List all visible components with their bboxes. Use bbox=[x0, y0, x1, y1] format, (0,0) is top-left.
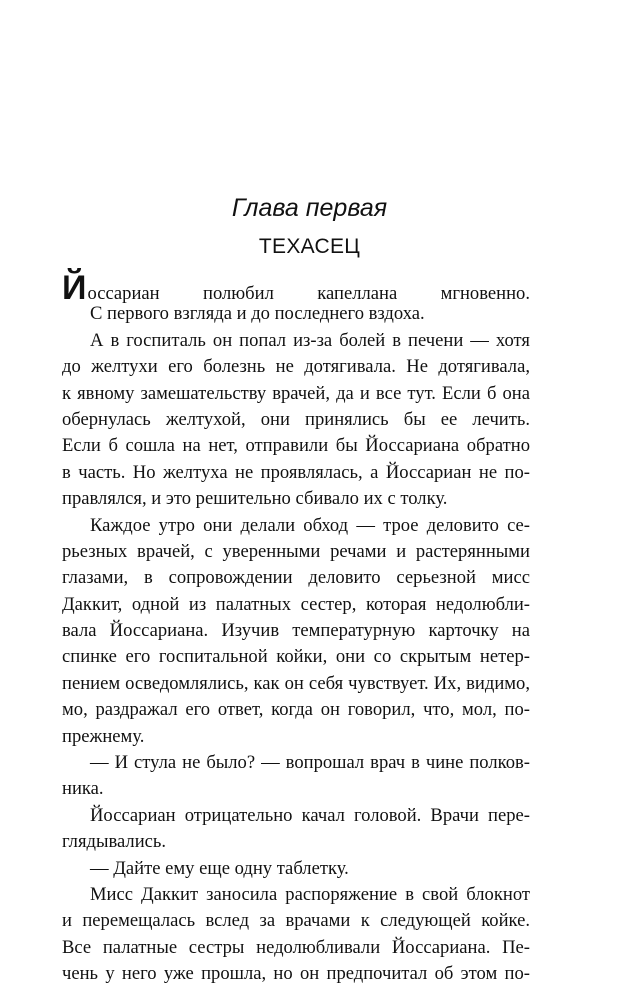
text-line: Мисс Даккит заносила распоряжение в свой блокнот bbox=[90, 883, 530, 905]
text-line: в часть. Но желтуха не проявлялась, а Йоссариан не по- bbox=[62, 461, 530, 483]
text-line: Все палатные сестры недолюбливали Йоссариана. Пе- bbox=[62, 936, 530, 958]
text-line: обернулась желтухой, они принялись бы ее лечить. bbox=[62, 408, 530, 430]
text-line-content: оссариан полюбил капеллана мгновенно. bbox=[87, 283, 530, 304]
text-line: Если б сошла на нет, отправили бы Йоссариана обратно bbox=[62, 435, 530, 457]
text-line: С первого взгляда и до последнего вздоха. bbox=[90, 303, 425, 325]
chapter-title: Глава первая bbox=[231, 194, 388, 222]
text-line: А в госпиталь он попал из-за болей в печени — хотя bbox=[90, 329, 530, 351]
body-text bbox=[62, 269, 530, 988]
text-line: — И стула не было? — вопрошал врач в чине полков- bbox=[90, 752, 530, 774]
text-line: правлялся, и это решительно сбивало их с толку. bbox=[62, 488, 448, 510]
text-line: глазами, в сопровождении деловито серьезной мисс bbox=[62, 567, 530, 589]
text-line: рьезных врачей, с уверенными речами и растерянными bbox=[62, 540, 530, 562]
text-line: к явному замешательству врачей, да и все тут. Если б она bbox=[62, 382, 530, 404]
text-line: Каждое утро они делали обход — трое деловито се- bbox=[90, 514, 530, 536]
text-line: до желтухи его болезнь не дотягивала. Не дотягивала, bbox=[62, 356, 530, 378]
text-line: вала Йоссариана. Изучив температурную карточку на bbox=[62, 620, 530, 642]
text-line: чень у него уже прошла, но он предпочитал об этом по- bbox=[62, 963, 530, 985]
text-line: — Дайте ему еще одну таблетку. bbox=[90, 857, 349, 879]
text-line bbox=[62, 269, 530, 307]
text-line: глядывались. bbox=[62, 831, 167, 853]
chapter-subtitle: ТЕХАСЕЦ bbox=[258, 235, 361, 258]
text-line: спинке его госпитальной койки, они со скрытым нетер- bbox=[62, 646, 530, 668]
text-line: мо, раздражал его ответ, когда он говорил, что, мол, по- bbox=[62, 699, 530, 721]
drop-cap: Й bbox=[62, 269, 87, 307]
text-line: прежнему. bbox=[62, 725, 145, 747]
text-line: и перемещалась вслед за врачами к следующей койке. bbox=[62, 910, 530, 932]
text-line: Даккит, одной из палатных сестер, которая недолюбли- bbox=[62, 593, 530, 615]
text-line: пением осведомлялись, как он себя чувствует. Их, видимо, bbox=[62, 672, 530, 694]
text-line: Йоссариан отрицательно качал головой. Врачи пере- bbox=[90, 804, 530, 826]
text-line: ника. bbox=[62, 778, 104, 800]
